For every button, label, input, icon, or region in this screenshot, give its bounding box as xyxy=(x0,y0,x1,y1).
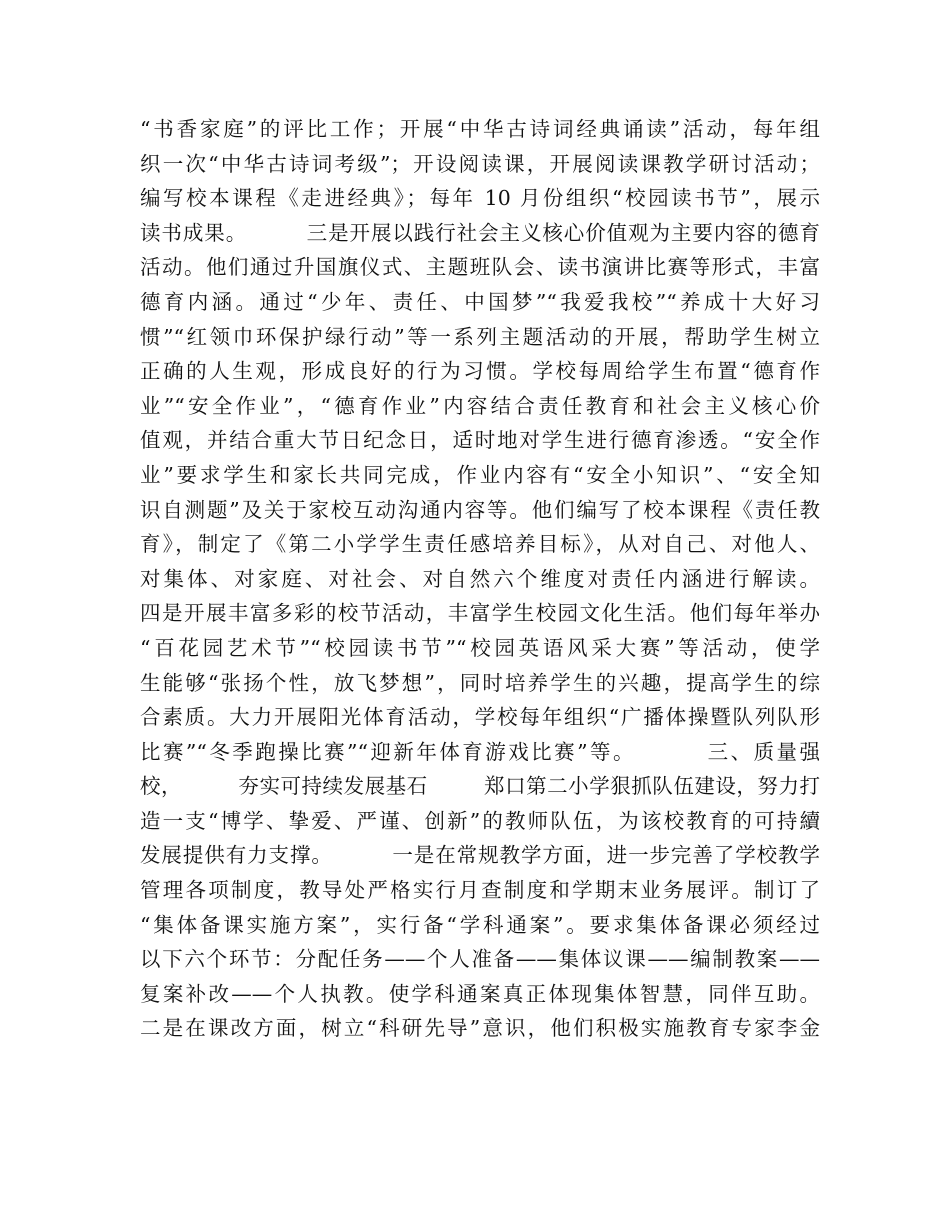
text-line: 生能够“张扬个性，放飞梦想”，同时培养学生的兴趣，提高学生的综 xyxy=(140,670,820,695)
text-line: 识自测题”及关于家校互动沟通内容等。他们编写了校本课程《责任教 xyxy=(140,497,820,522)
text-line: 编写校本课程《走进经典》；每年 10 月份组织“校园读书节”，展示 xyxy=(140,186,820,211)
text-line: “百花园艺术节”“校园读书节”“校园英语风采大赛”等活动，使学 xyxy=(140,635,820,660)
body-text xyxy=(140,112,820,1046)
text-line: “书香家庭”的评比工作；开展“中华古诗词经典诵读”活动，每年组 xyxy=(140,117,820,141)
text-line: 值观，并结合重大节日纪念日，适时地对学生进行德育渗透。“安全作 xyxy=(140,428,820,453)
text-line: 育》，制定了《第二小学学生责任感培养目标》，从对自己、对他人、 xyxy=(140,532,820,557)
text-line: 复案补改——个人执教。使学科通案真正体现集体智慧，同伴互助。 xyxy=(140,981,820,1006)
text-line: 以下六个环节：分配任务——个人准备——集体议课——编制教案—— xyxy=(140,947,820,972)
text-line: 合素质。大力开展阳光体育活动，学校每年组织“广播体操暨队列队形 xyxy=(140,705,820,730)
text-line: 管理各项制度，教导处严格实行月查制度和学期末业务展评。制订了 xyxy=(140,878,820,903)
text-line: “集体备课实施方案”，实行备“学科通案”。要求集体备课必须经过 xyxy=(140,912,820,937)
text-line: 二是在课改方面，树立“科研先导”意识，他们积极实施教育专家李金 xyxy=(140,1016,820,1041)
text-line: 织一次“中华古诗词考级”；开设阅读课，开展阅读课教学研讨活动； xyxy=(140,151,820,176)
text-line: 四是开展丰富多彩的校节活动，丰富学生校园文化生活。他们每年举办 xyxy=(140,601,820,626)
text-line: 校， 夯实可持续发展基石 郑口第二小学狠抓队伍建设，努力打 xyxy=(140,774,820,799)
text-line: 读书成果。 三是开展以践行社会主义核心价值观为主要内容的德育 xyxy=(140,220,820,245)
text-line: 正确的人生观，形成良好的行为习惯。学校每周给学生布置“德育作 xyxy=(140,359,820,384)
text-line: 惯”“红领巾环保护绿行动”等一系列主题活动的开展，帮助学生树立 xyxy=(140,324,820,349)
text-line: 比赛”“冬季跑操比赛”“迎新年体育游戏比赛”等。 三、质量强 xyxy=(140,739,820,764)
text-line: 德育内涵。通过“少年、责任、中国梦”“我爱我校”“养成十大好习 xyxy=(140,289,820,314)
text-line: 业”“安全作业”，“德育作业”内容结合责任教育和社会主义核心价 xyxy=(140,393,820,418)
text-line: 活动。他们通过升国旗仪式、主题班队会、读书演讲比赛等形式，丰富 xyxy=(140,255,820,280)
text-line: 造一支“博学、挚爱、严谨、创新”的教师队伍，为该校教育的可持續 xyxy=(140,808,820,833)
text-line: 业”要求学生和家长共同完成，作业内容有“安全小知识”、“安全知 xyxy=(140,462,820,487)
text-line: 对集体、对家庭、对社会、对自然六个维度对责任内涵进行解读。 xyxy=(140,566,820,591)
text-line: 发展提供有力支撑。 一是在常规教学方面，进一步完善了学校教学 xyxy=(140,843,820,868)
